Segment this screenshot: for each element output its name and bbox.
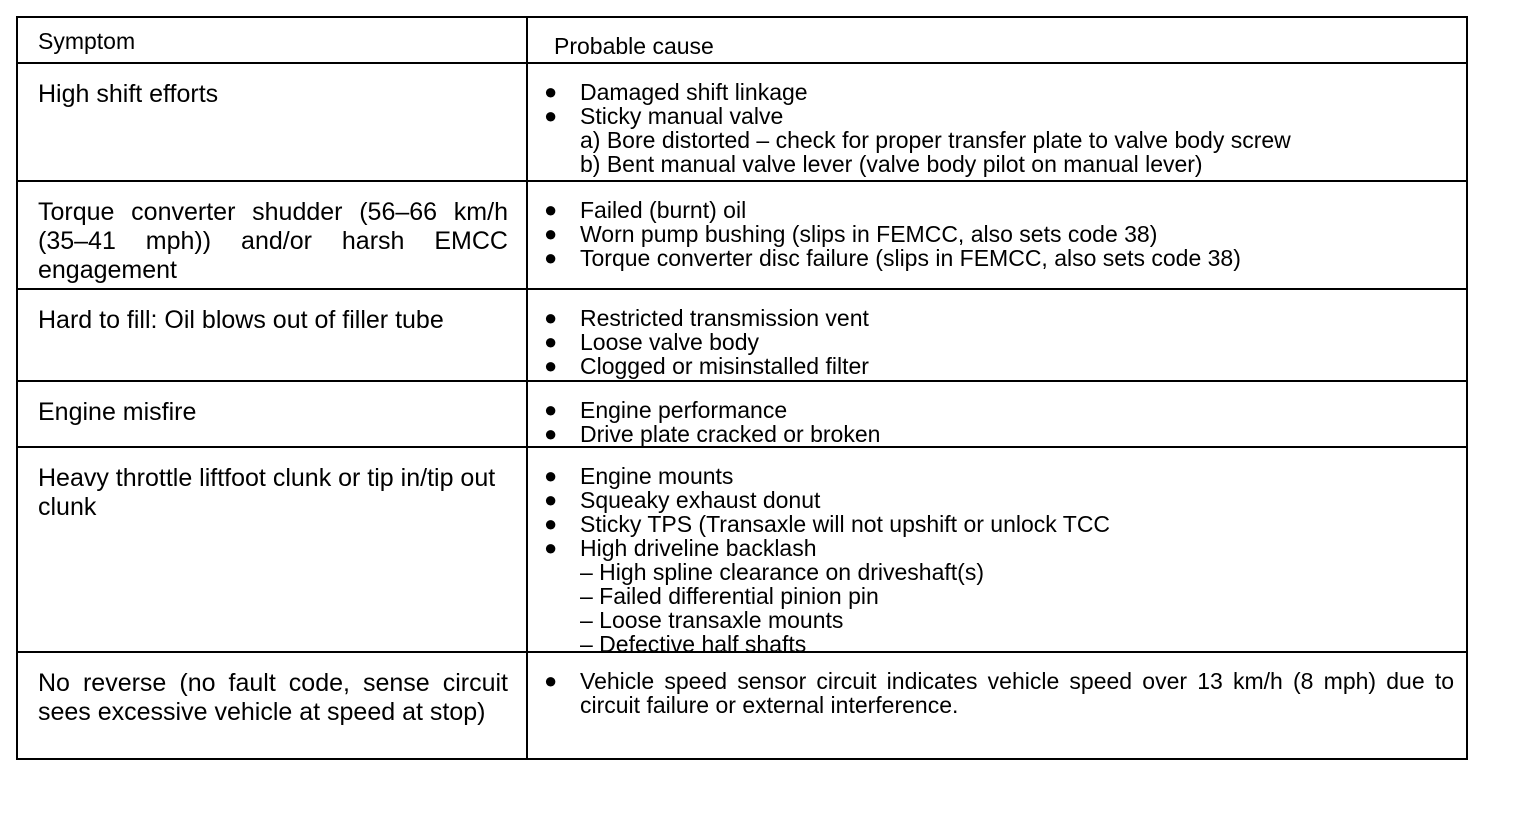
bullet-icon: ● [544,421,558,446]
bullet-icon: ● [544,668,558,693]
symptom-cell: Torque converter shudder (56–66 km/h (35–41 mph)) and/or harsh EMCC engagement [18,182,528,290]
bullet-icon: ● [544,79,558,104]
probable-cause-cell [528,653,1466,758]
cause-item [544,198,1454,222]
bullet-icon: ● [544,487,558,512]
cause-item [544,512,1454,536]
cause-text: Engine mounts [580,463,734,489]
symptom-cell: Hard to fill: Oil blows out of filler tube [18,290,528,382]
cause-sub-item: – Defective half shafts [580,631,807,653]
bullet-icon: ● [544,245,558,270]
cause-text: Torque converter disc failure (slips in FEMCC, also sets code 38) [580,245,1241,271]
cause-item [544,464,1454,488]
bullet-icon: ● [544,353,558,378]
cause-item [544,330,1454,354]
cause-paragraph [544,669,1454,717]
cause-text: Engine performance [580,397,788,423]
bullet-icon: ● [544,329,558,354]
probable-cause-cell [528,64,1466,182]
cause-item [544,422,1454,446]
cause-item [544,222,1454,246]
probable-cause-cell [528,382,1466,448]
bullet-icon: ● [544,221,558,246]
cause-text: Damaged shift linkage [580,79,808,105]
bullet-icon: ● [544,103,558,128]
probable-cause-cell [528,448,1466,653]
header-symptom: Symptom [18,18,528,64]
cause-text: Worn pump bushing (slips in FEMCC, also sets code 38) [580,221,1158,247]
cause-text: Vehicle speed sensor circuit indicates vehicle speed over 13 km/h (8 mph) due to circuit failure or external interference. [580,668,1454,718]
symptom-cell: Engine misfire [18,382,528,448]
cause-text: Sticky TPS (Transaxle will not upshift or unlock TCC [580,511,1111,537]
bullet-icon: ● [544,197,558,222]
header-probable-cause: Probable cause [528,18,1466,64]
cause-item [544,398,1454,422]
cause-text: High driveline backlash [580,535,817,561]
cause-item [544,104,1454,128]
cause-text: Failed (burnt) oil [580,197,747,223]
cause-item [544,354,1454,378]
cause-text: Drive plate cracked or broken [580,421,881,447]
bullet-icon: ● [544,397,558,422]
cause-item [544,488,1454,512]
symptom-cell: High shift efforts [18,64,528,182]
troubleshooting-table [16,16,1468,760]
bullet-icon: ● [544,535,558,560]
symptom-cell: Heavy throttle liftfoot clunk or tip in/tip out clunk [18,448,528,653]
cause-text: Loose valve body [580,329,760,355]
cause-item [544,536,1454,560]
cause-item [544,306,1454,330]
bullet-icon: ● [544,511,558,536]
cause-text: Sticky manual valve [580,103,784,129]
cause-sub-item: a) Bore distorted – check for proper transfer plate to valve body screw [580,127,1291,153]
cause-text: Restricted transmission vent [580,305,869,331]
probable-cause-cell [528,290,1466,382]
cause-sub-item: – Failed differential pinion pin [580,583,879,609]
symptom-cell: No reverse (no fault code, sense circuit sees excessive vehicle at speed at stop) [18,653,528,758]
bullet-icon: ● [544,305,558,330]
probable-cause-cell [528,182,1466,290]
cause-item [544,246,1454,270]
cause-sub-item: – High spline clearance on driveshaft(s) [580,559,984,585]
cause-sub-item: – Loose transaxle mounts [580,607,844,633]
cause-item [544,80,1454,104]
cause-text: Squeaky exhaust donut [580,487,821,513]
cause-sub-item: b) Bent manual valve lever (valve body pilot on manual lever) [580,151,1203,177]
bullet-icon: ● [544,463,558,488]
cause-text: Clogged or misinstalled filter [580,353,869,379]
